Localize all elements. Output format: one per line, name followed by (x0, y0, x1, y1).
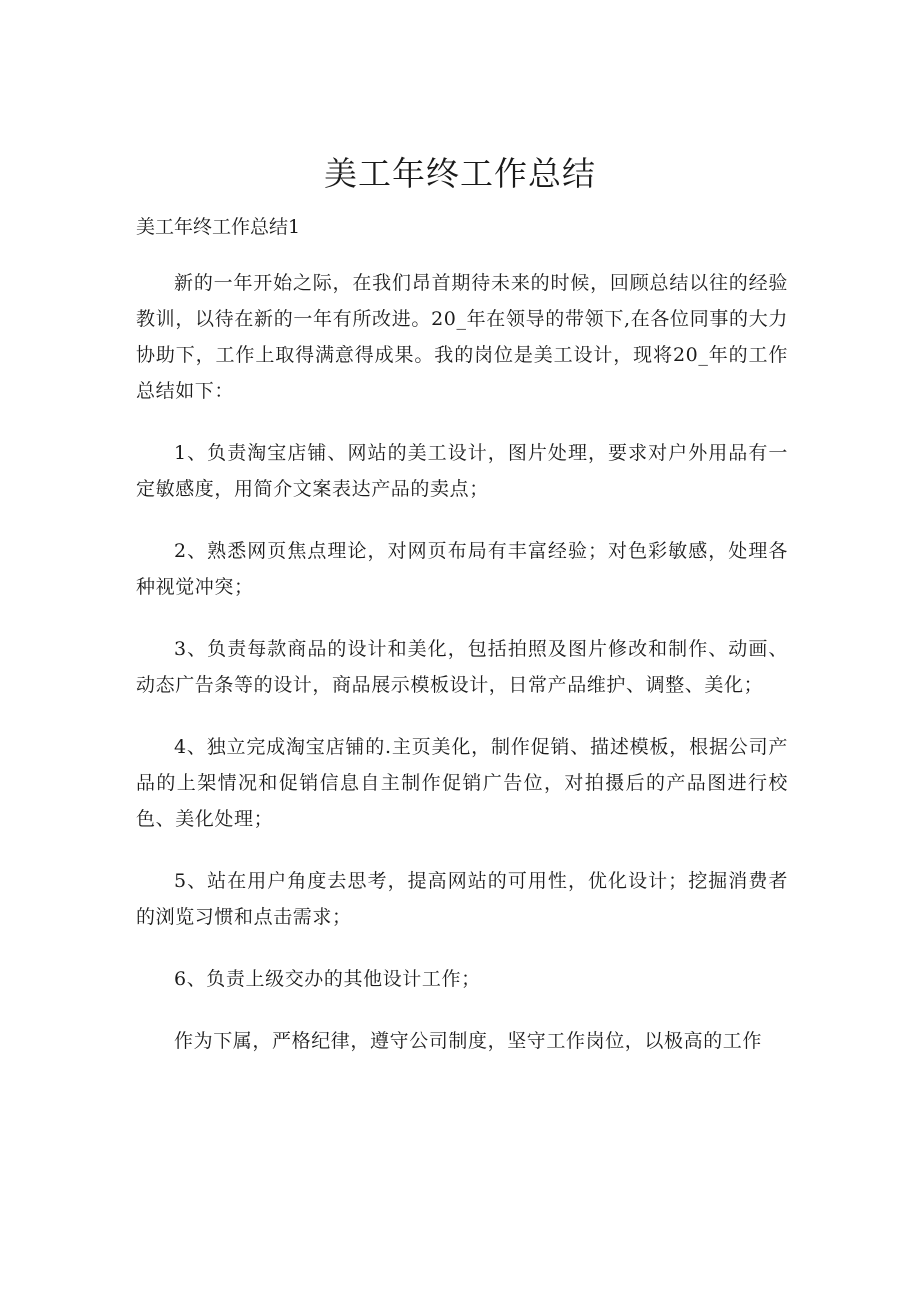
paragraph-item-4: 4、独立完成淘宝店铺的.主页美化，制作促销、描述模板，根据公司产品的上架情况和促销信息自主制作促销广告位，对拍摄后的产品图进行校色、美化处理； (136, 736, 788, 830)
document-body (136, 265, 788, 1085)
paragraph-item-3: 3、负责每款商品的设计和美化，包括拍照及图片修改和制作、动画、动态广告条等的设计，商品展示模板设计，日常产品维护、调整、美化； (136, 638, 788, 696)
section-heading: 美工年终工作总结1 (136, 216, 301, 238)
document-title: 美工年终工作总结 (324, 154, 596, 193)
paragraph-item-2: 2、熟悉网页焦点理论，对网页布局有丰富经验；对色彩敏感，处理各种视觉冲突； (136, 540, 788, 598)
paragraph-item-5: 5、站在用户角度去思考，提高网站的可用性，优化设计；挖掘消费者的浏览习惯和点击需求； (136, 870, 788, 928)
paragraph-closing: 作为下属，严格纪律，遵守公司制度，坚守工作岗位，以极高的工作 (174, 1030, 763, 1052)
paragraph-intro: 新的一年开始之际，在我们昂首期待未来的时候，回顾总结以往的经验教训，以待在新的一年有所改进。20_年在领导的带领下,在各位同事的大力协助下，工作上取得满意得成果。我的岗位是美工设计，现将20_年的工作总结如下： (136, 272, 788, 402)
paragraph-item-1: 1、负责淘宝店铺、网站的美工设计，图片处理，要求对户外用品有一定敏感度，用简介文案表达产品的卖点； (136, 442, 788, 500)
paragraph-item-6: 6、负责上级交办的其他设计工作； (174, 968, 481, 990)
